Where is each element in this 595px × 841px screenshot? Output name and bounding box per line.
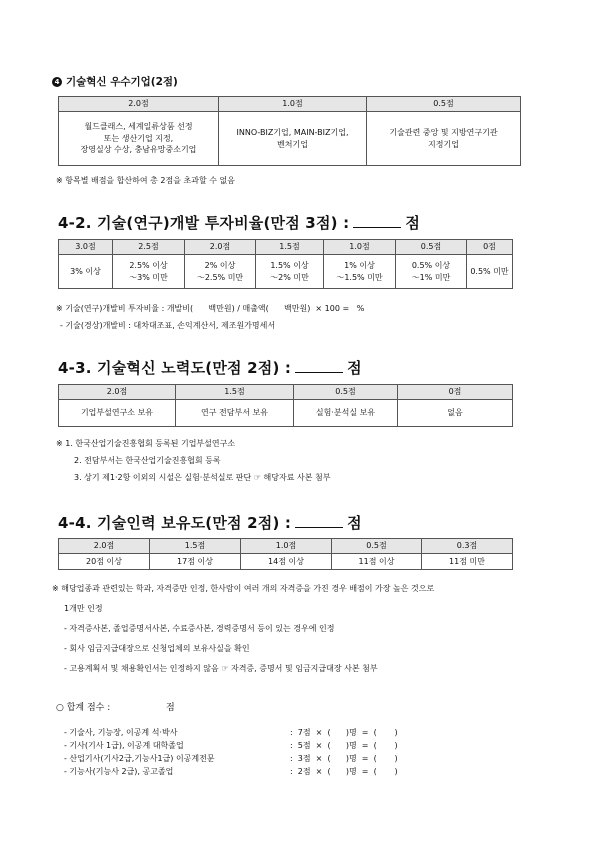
table-header: 2.0점 (185, 240, 256, 255)
manpower-note: 1개만 인정 (64, 604, 103, 613)
rnd-table (58, 239, 513, 289)
section-heading-innovation (52, 74, 178, 89)
table-header: 0.5점 (294, 385, 398, 400)
table-header: 1.5점 (256, 240, 324, 255)
table-cell: 3% 이상 (59, 255, 113, 289)
table-cell: 기술관련 중앙 및 지방연구기관 지정기업 (367, 112, 521, 166)
section-title: 4-2. 기술(연구)개발 투자비율(만점 3점) : (58, 214, 350, 232)
table-header: 2.5점 (113, 240, 185, 255)
effort-note: 2. 전담부서는 한국산업기술진흥협회 등록 (74, 456, 221, 465)
table-header: 0점 (398, 385, 513, 400)
table-cell: 없음 (398, 400, 513, 427)
table-cell: 기업부설연구소 보유 (59, 400, 176, 427)
table-cell: 실험·분석실 보유 (294, 400, 398, 427)
table-cell: 17점 이상 (150, 554, 241, 570)
total-score (56, 700, 175, 713)
table-header: 2.0점 (59, 385, 176, 400)
table-cell: 1.5% 이상 ～2% 미만 (256, 255, 324, 289)
table-header: 1.5점 (176, 385, 294, 400)
total-row-name: - 기능사(기능사 2급), 공고졸업 (64, 767, 174, 776)
total-row-name: - 기사(기사 1급), 이공계 대학졸업 (64, 741, 184, 750)
table-cell: 연구 전담부서 보유 (176, 400, 294, 427)
table-cell: 20점 이상 (59, 554, 150, 570)
total-row-score: : 3점 × ( )명 = ( ) (290, 754, 398, 763)
table-header: 0.5점 (396, 240, 467, 255)
rnd-note: ※ 기술(연구)개발비 투자비율 : 개발비( 백만원) / 매출액( 백만원) × 100 = % (56, 304, 365, 313)
table-cell: INNO-BIZ기업, MAIN-BIZ기업, 벤처기업 (219, 112, 367, 166)
score-blank[interactable] (353, 214, 401, 228)
rnd-note: - 기술(경상)개발비 : 대차대조표, 손익계산서, 제조원가명세서 (60, 321, 276, 330)
table-header: 0.5점 (367, 97, 521, 112)
score-unit: 점 (405, 214, 421, 232)
table-header: 0.3점 (422, 539, 513, 554)
section-heading-rnd (58, 212, 420, 233)
table-cell: 11점 이상 (332, 554, 422, 570)
effort-table (58, 384, 513, 427)
table-header: 2.0점 (59, 539, 150, 554)
section-title: 기술혁신 우수기업(2점) (66, 76, 178, 88)
section-title: 4-3. 기술혁신 노력도(만점 2점) : (58, 359, 292, 377)
total-row-name: - 기술사, 기능장, 이공계 석·박사 (64, 728, 178, 737)
total-row-score: : 2점 × ( )명 = ( ) (290, 767, 398, 776)
table-cell: 0.5% 미만 (467, 255, 513, 289)
table-cell: 2.5% 이상 ～3% 미만 (113, 255, 185, 289)
section-title: 4-4. 기술인력 보유도(만점 2점) : (58, 514, 292, 532)
score-blank[interactable] (295, 514, 343, 528)
effort-note: 3. 상기 제1·2항 이외의 시설은 실험·분석실로 판단 ☞ 해당자료 사본 첨부 (74, 473, 331, 482)
table-header: 1.0점 (324, 240, 396, 255)
table-header: 0.5점 (332, 539, 422, 554)
score-unit: 점 (347, 359, 362, 377)
table-cell: 1% 이상 ～1.5% 미만 (324, 255, 396, 289)
total-row-name: - 산업기사(기사2급,기능사1급) 이공계전문 (64, 754, 215, 763)
table-header: 3.0점 (59, 240, 113, 255)
effort-note: ※ 1. 한국산업기술진흥협회 등록된 기업부설연구소 (56, 439, 236, 448)
table-cell: 월드클래스, 세계일류상품 선정 또는 생산기업 지정, 장영실상 수상, 충남유망중소기업 (59, 112, 219, 166)
manpower-note: - 회사 임금지급대장으로 신청업체의 보유사실을 확인 (64, 644, 250, 653)
table-cell: 0.5% 이상 ～1% 미만 (396, 255, 467, 289)
table-cell: 14점 이상 (241, 554, 332, 570)
table-header: 2.0점 (59, 97, 219, 112)
table-header: 1.0점 (219, 97, 367, 112)
innovation-table (58, 96, 521, 166)
total-row-score: : 7점 × ( )명 = ( ) (290, 728, 398, 737)
table-cell: 11점 미만 (422, 554, 513, 570)
score-unit: 점 (347, 514, 362, 532)
section-heading-manpower (58, 512, 362, 533)
table-header: 0점 (467, 240, 513, 255)
circled-number-icon: 4 (52, 77, 62, 87)
innovation-note: ※ 항목별 배점을 합산하여 총 2점을 초과할 수 없음 (56, 176, 235, 185)
manpower-table (58, 538, 513, 570)
section-heading-effort (58, 357, 362, 378)
total-row-score: : 5점 × ( )명 = ( ) (290, 741, 398, 750)
manpower-note: - 자격증사본, 졸업증명서사본, 수료증사본, 경력증명서 등이 있는 경우에 인정 (64, 624, 335, 633)
table-header: 1.5점 (150, 539, 241, 554)
score-blank[interactable] (295, 359, 343, 373)
table-cell: 2% 이상 ～2.5% 미만 (185, 255, 256, 289)
manpower-note: ※ 해당업종과 관련있는 학과, 자격증만 인정, 한사람이 여러 개의 자격증을 가진 경우 배점이 가장 높은 것으로 (52, 584, 435, 593)
total-score-unit: 점 (166, 703, 175, 713)
manpower-note: - 고용계획서 및 채용확인서는 인정하지 않음 ☞ 자격증, 증명서 및 임금지급대장 사본 첨부 (64, 664, 378, 673)
table-header: 1.0점 (241, 539, 332, 554)
total-score-label: ○ 합계 점수 : (56, 703, 111, 713)
